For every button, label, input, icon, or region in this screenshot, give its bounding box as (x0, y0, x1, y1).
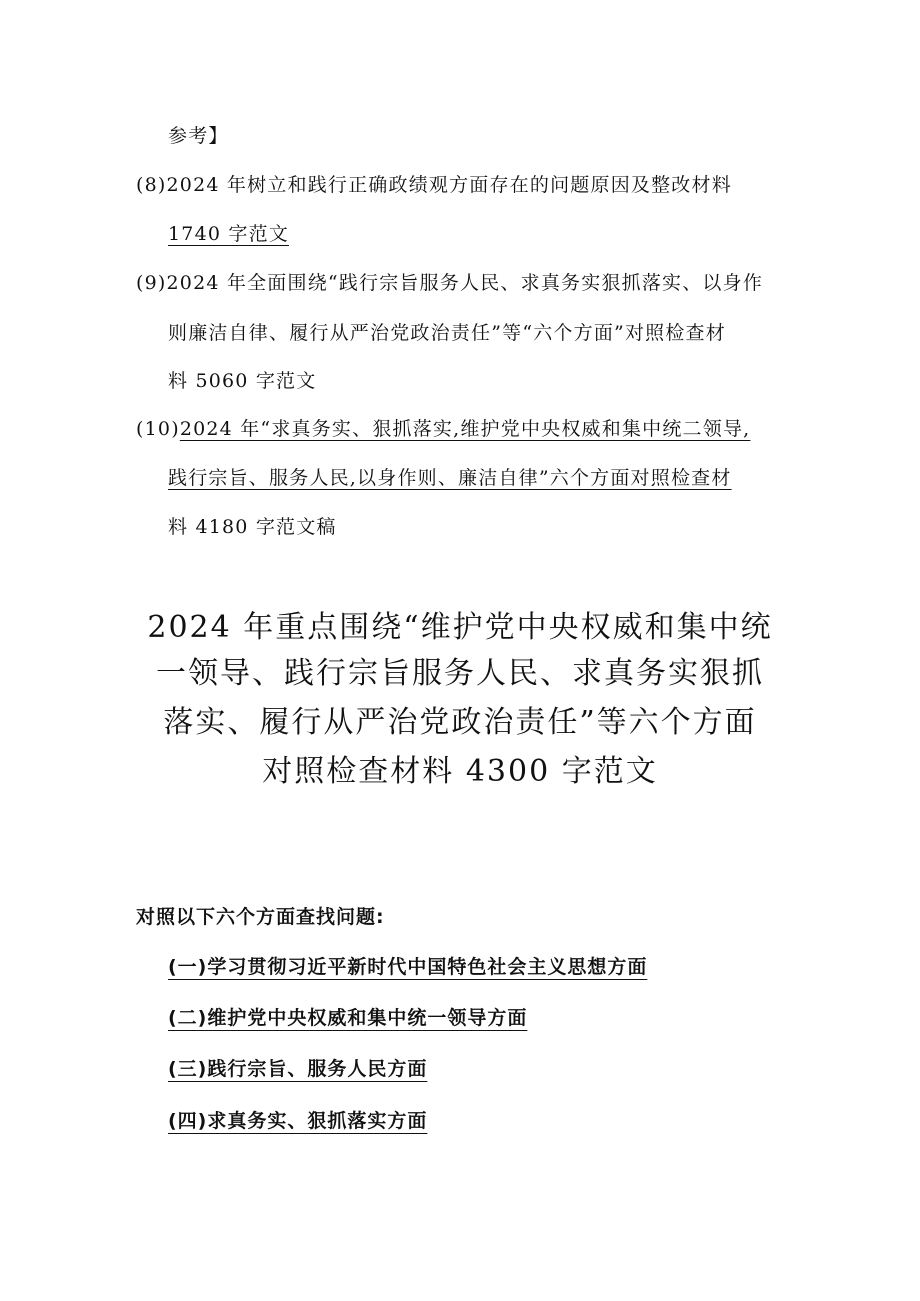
toc-item-9-line-1: (9)2024 年全面围绕“践行宗旨服务人民、求真务实狠抓落实、以身作 (136, 272, 764, 294)
toc-item-8-line-2: 1740 字范文 (168, 223, 289, 245)
aspect-item-3: (三)践行宗旨、服务人民方面 (168, 1058, 428, 1080)
page-title-line-1: 2024 年重点围绕“维护党中央权威和集中统 (147, 610, 773, 645)
intro-heading: 对照以下六个方面查找问题: (136, 906, 385, 928)
page-title-line-3: 落实、履行从严治党政治责任”等六个方面 (163, 705, 757, 740)
toc-item-10-line-2: 践行宗旨、服务人民,以身作则、廉洁自律”六个方面对照检查材 (168, 467, 732, 489)
aspect-item-4: (四)求真务实、狠抓落实方面 (168, 1110, 428, 1132)
toc-item-10-line-1 (136, 414, 750, 441)
toc-item-8-line-1: (8)2024 年树立和践行正确政绩观方面存在的问题原因及整改材料 (136, 174, 732, 196)
page-title-line-4: 对照检查材料 4300 字范文 (262, 754, 658, 789)
toc-item-10-text: 2024 年“求真务实、狠抓落实,维护党中央权威和集中统二领导, (179, 418, 751, 440)
page-title-line-2: 一领导、践行宗旨服务人民、求真务实狠抓 (156, 656, 764, 691)
toc-item-10-line-3: 料 4180 字范文稿 (168, 516, 337, 538)
aspect-item-2: (二)维护党中央权威和集中统一领导方面 (168, 1007, 528, 1029)
toc-item-9-line-3: 料 5060 字范文 (168, 370, 317, 392)
toc-item-10-prefix: (10) (136, 418, 180, 440)
toc-fragment: 参考】 (168, 125, 229, 147)
toc-item-9-line-2: 则廉洁自律、履行从严治党政治责任”等“六个方面”对照检查材 (168, 322, 726, 344)
aspect-item-1: (一)学习贯彻习近平新时代中国特色社会主义思想方面 (168, 956, 648, 978)
